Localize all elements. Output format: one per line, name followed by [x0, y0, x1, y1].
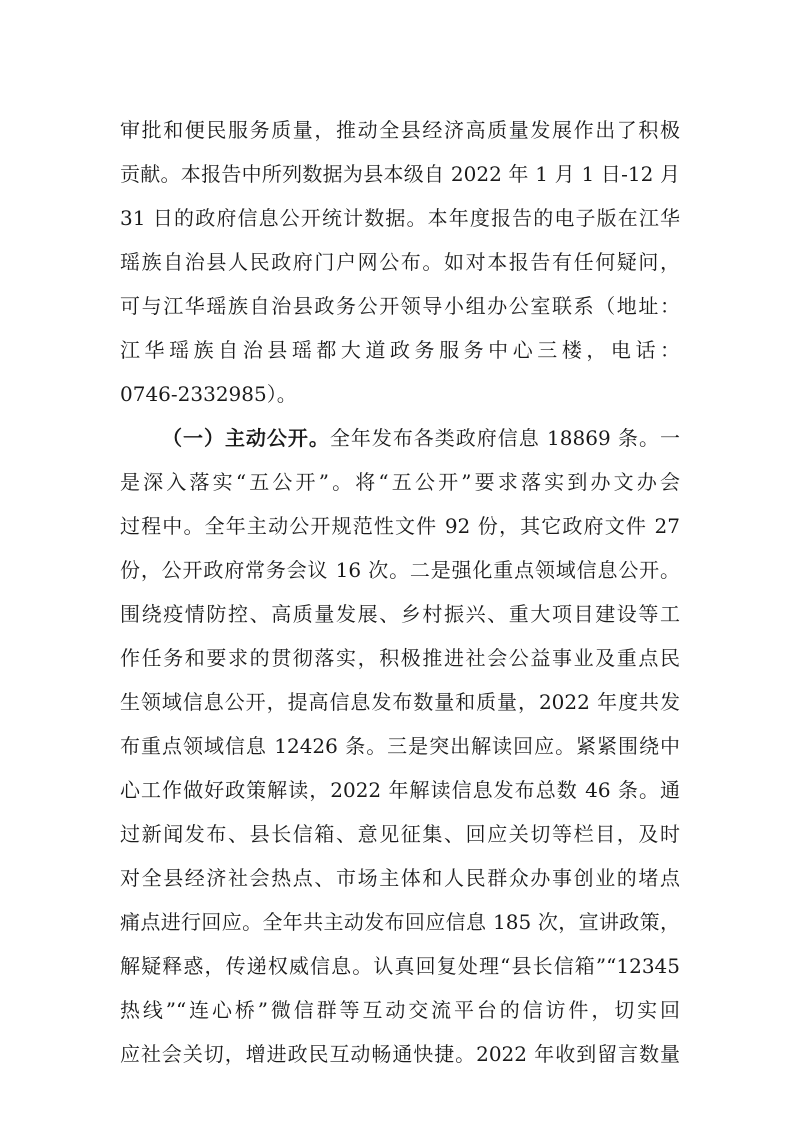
- paragraph-intro: [120, 108, 680, 416]
- text-line: 布重点领域信息 12426 条。三是突出解读回应。紧紧围绕中: [120, 734, 680, 758]
- text-line: 份，公开政府常务会议 16 次。二是强化重点领域信息公开。: [120, 558, 680, 582]
- text-line: 应社会关切，增进政民互动畅通快捷。2022 年收到留言数量: [120, 1042, 680, 1066]
- text-line: 贡献。本报告中所列数据为县本级自 2022 年 1 月 1 日-12 月: [120, 162, 680, 186]
- text-line: 过新闻发布、县长信箱、意见征集、回应关切等栏目，及时: [120, 822, 680, 846]
- document-body: [120, 108, 680, 1076]
- text-line: 热线”“连心桥”微信群等互动交流平台的信访件，切实回: [120, 998, 680, 1022]
- text-line-first: [120, 416, 680, 460]
- text-line: 对全县经济社会热点、市场主体和人民群众办事创业的堵点: [120, 866, 680, 890]
- text-line: 可与江华瑶族自治县政务公开领导小组办公室联系（地址：: [120, 294, 680, 318]
- text-line: 痛点进行回应。全年共主动发布回应信息 185 次，宣讲政策，: [120, 910, 680, 934]
- text-line: 审批和便民服务质量，推动全县经济高质量发展作出了积极: [120, 118, 680, 142]
- text-line: 瑶族自治县人民政府门户网公布。如对本报告有任何疑问，: [120, 250, 680, 274]
- text-line: 过程中。全年主动公开规范性文件 92 份，其它政府文件 27: [120, 514, 680, 538]
- text-line: 江华瑶族自治县瑶都大道政务服务中心三楼，电话：: [120, 338, 680, 362]
- section-heading: （一）主动公开。: [162, 426, 330, 450]
- text-segment: 全年发布各类政府信息 18869 条。一: [329, 426, 680, 450]
- text-line: 0746-2332985）。: [120, 382, 297, 406]
- text-line: 31 日的政府信息公开统计数据。本年度报告的电子版在江华: [120, 206, 680, 230]
- text-line: 生领域信息公开，提高信息发布数量和质量，2022 年度共发: [120, 690, 680, 714]
- text-line: 解疑释惑，传递权威信息。认真回复处理“县长信箱”“12345: [120, 954, 680, 978]
- text-line: 是深入落实“五公开”。将“五公开”要求落实到办文办会: [120, 470, 680, 494]
- text-line: 围绕疫情防控、高质量发展、乡村振兴、重大项目建设等工: [120, 602, 680, 626]
- text-line: 作任务和要求的贯彻落实，积极推进社会公益事业及重点民: [120, 646, 680, 670]
- paragraph-active-disclosure: [120, 416, 680, 1076]
- text-line: 心工作做好政策解读，2022 年解读信息发布总数 46 条。通: [120, 778, 680, 802]
